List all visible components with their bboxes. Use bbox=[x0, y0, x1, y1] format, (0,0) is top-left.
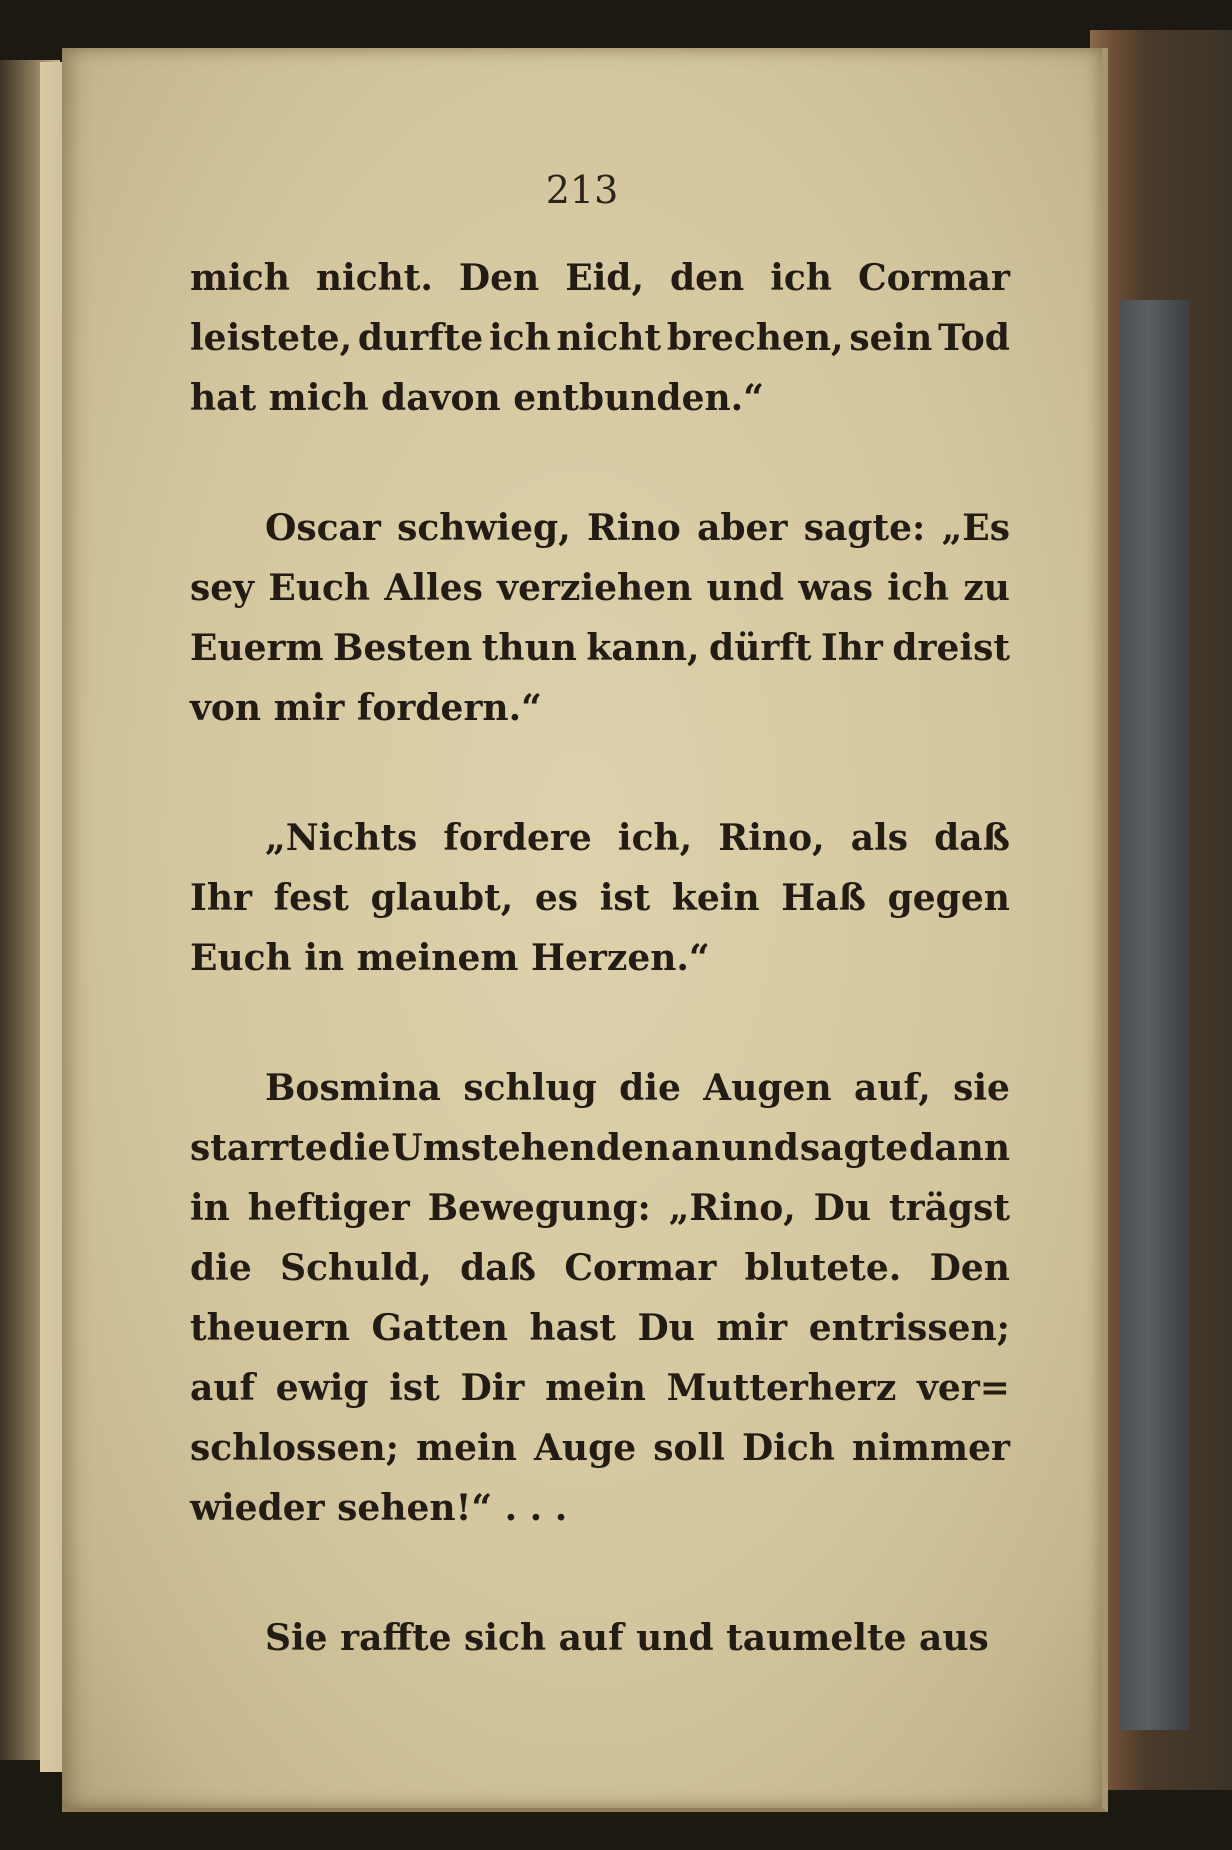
page-text bbox=[190, 248, 1010, 1668]
text-line: sey Euch Alles verziehen und was ich zu bbox=[190, 567, 1010, 609]
text-line: von mir fordern.“ bbox=[190, 687, 542, 729]
text-line: leistete, durfte ich nicht brechen, sein Tod bbox=[190, 317, 1010, 359]
text-line: Euerm Besten thun kann, dürft Ihr dreist bbox=[190, 627, 1010, 669]
text-line: Bosmina schlug die Augen auf, sie bbox=[265, 1067, 1010, 1109]
paragraph bbox=[190, 498, 1010, 738]
book-page bbox=[62, 48, 1108, 1812]
text-line: „Nichts fordere ich, Rino, als daß bbox=[265, 817, 1010, 859]
paragraph bbox=[190, 1608, 1010, 1668]
paragraph-gap bbox=[190, 738, 1010, 808]
text-line: mich nicht. Den Eid, den ich Cormar bbox=[190, 257, 1010, 299]
paragraph bbox=[190, 248, 1010, 428]
text-line: hat mich davon entbunden.“ bbox=[190, 377, 764, 419]
text-line: Sie raffte sich auf und taumelte aus bbox=[265, 1617, 989, 1659]
paragraph-gap bbox=[190, 988, 1010, 1058]
paragraph bbox=[190, 1058, 1010, 1538]
page-number: 213 bbox=[545, 168, 619, 212]
text-line: in heftiger Bewegung: „Rino, Du trägst bbox=[190, 1187, 1010, 1229]
spine-cloth-band bbox=[1120, 300, 1190, 1730]
text-line: schlossen; mein Auge soll Dich nimmer bbox=[190, 1427, 1010, 1469]
text-line: auf ewig ist Dir mein Mutterherz ver= bbox=[190, 1367, 1010, 1409]
text-line: Ihr fest glaubt, es ist kein Haß gegen bbox=[190, 877, 1010, 919]
text-line: theuern Gatten hast Du mir entrissen; bbox=[190, 1307, 1010, 1349]
text-line: wieder sehen!“ . . . bbox=[190, 1487, 568, 1529]
text-line: Oscar schwieg, Rino aber sagte: „Es bbox=[265, 507, 1010, 549]
text-line: Euch in meinem Herzen.“ bbox=[190, 937, 710, 979]
text-line: die Schuld, daß Cormar blutete. Den bbox=[190, 1247, 1010, 1289]
paragraph bbox=[190, 808, 1010, 988]
paragraph-gap bbox=[190, 428, 1010, 498]
paragraph-gap bbox=[190, 1538, 1010, 1608]
text-line: starrte die Umstehenden an und sagte dann bbox=[190, 1127, 1010, 1169]
